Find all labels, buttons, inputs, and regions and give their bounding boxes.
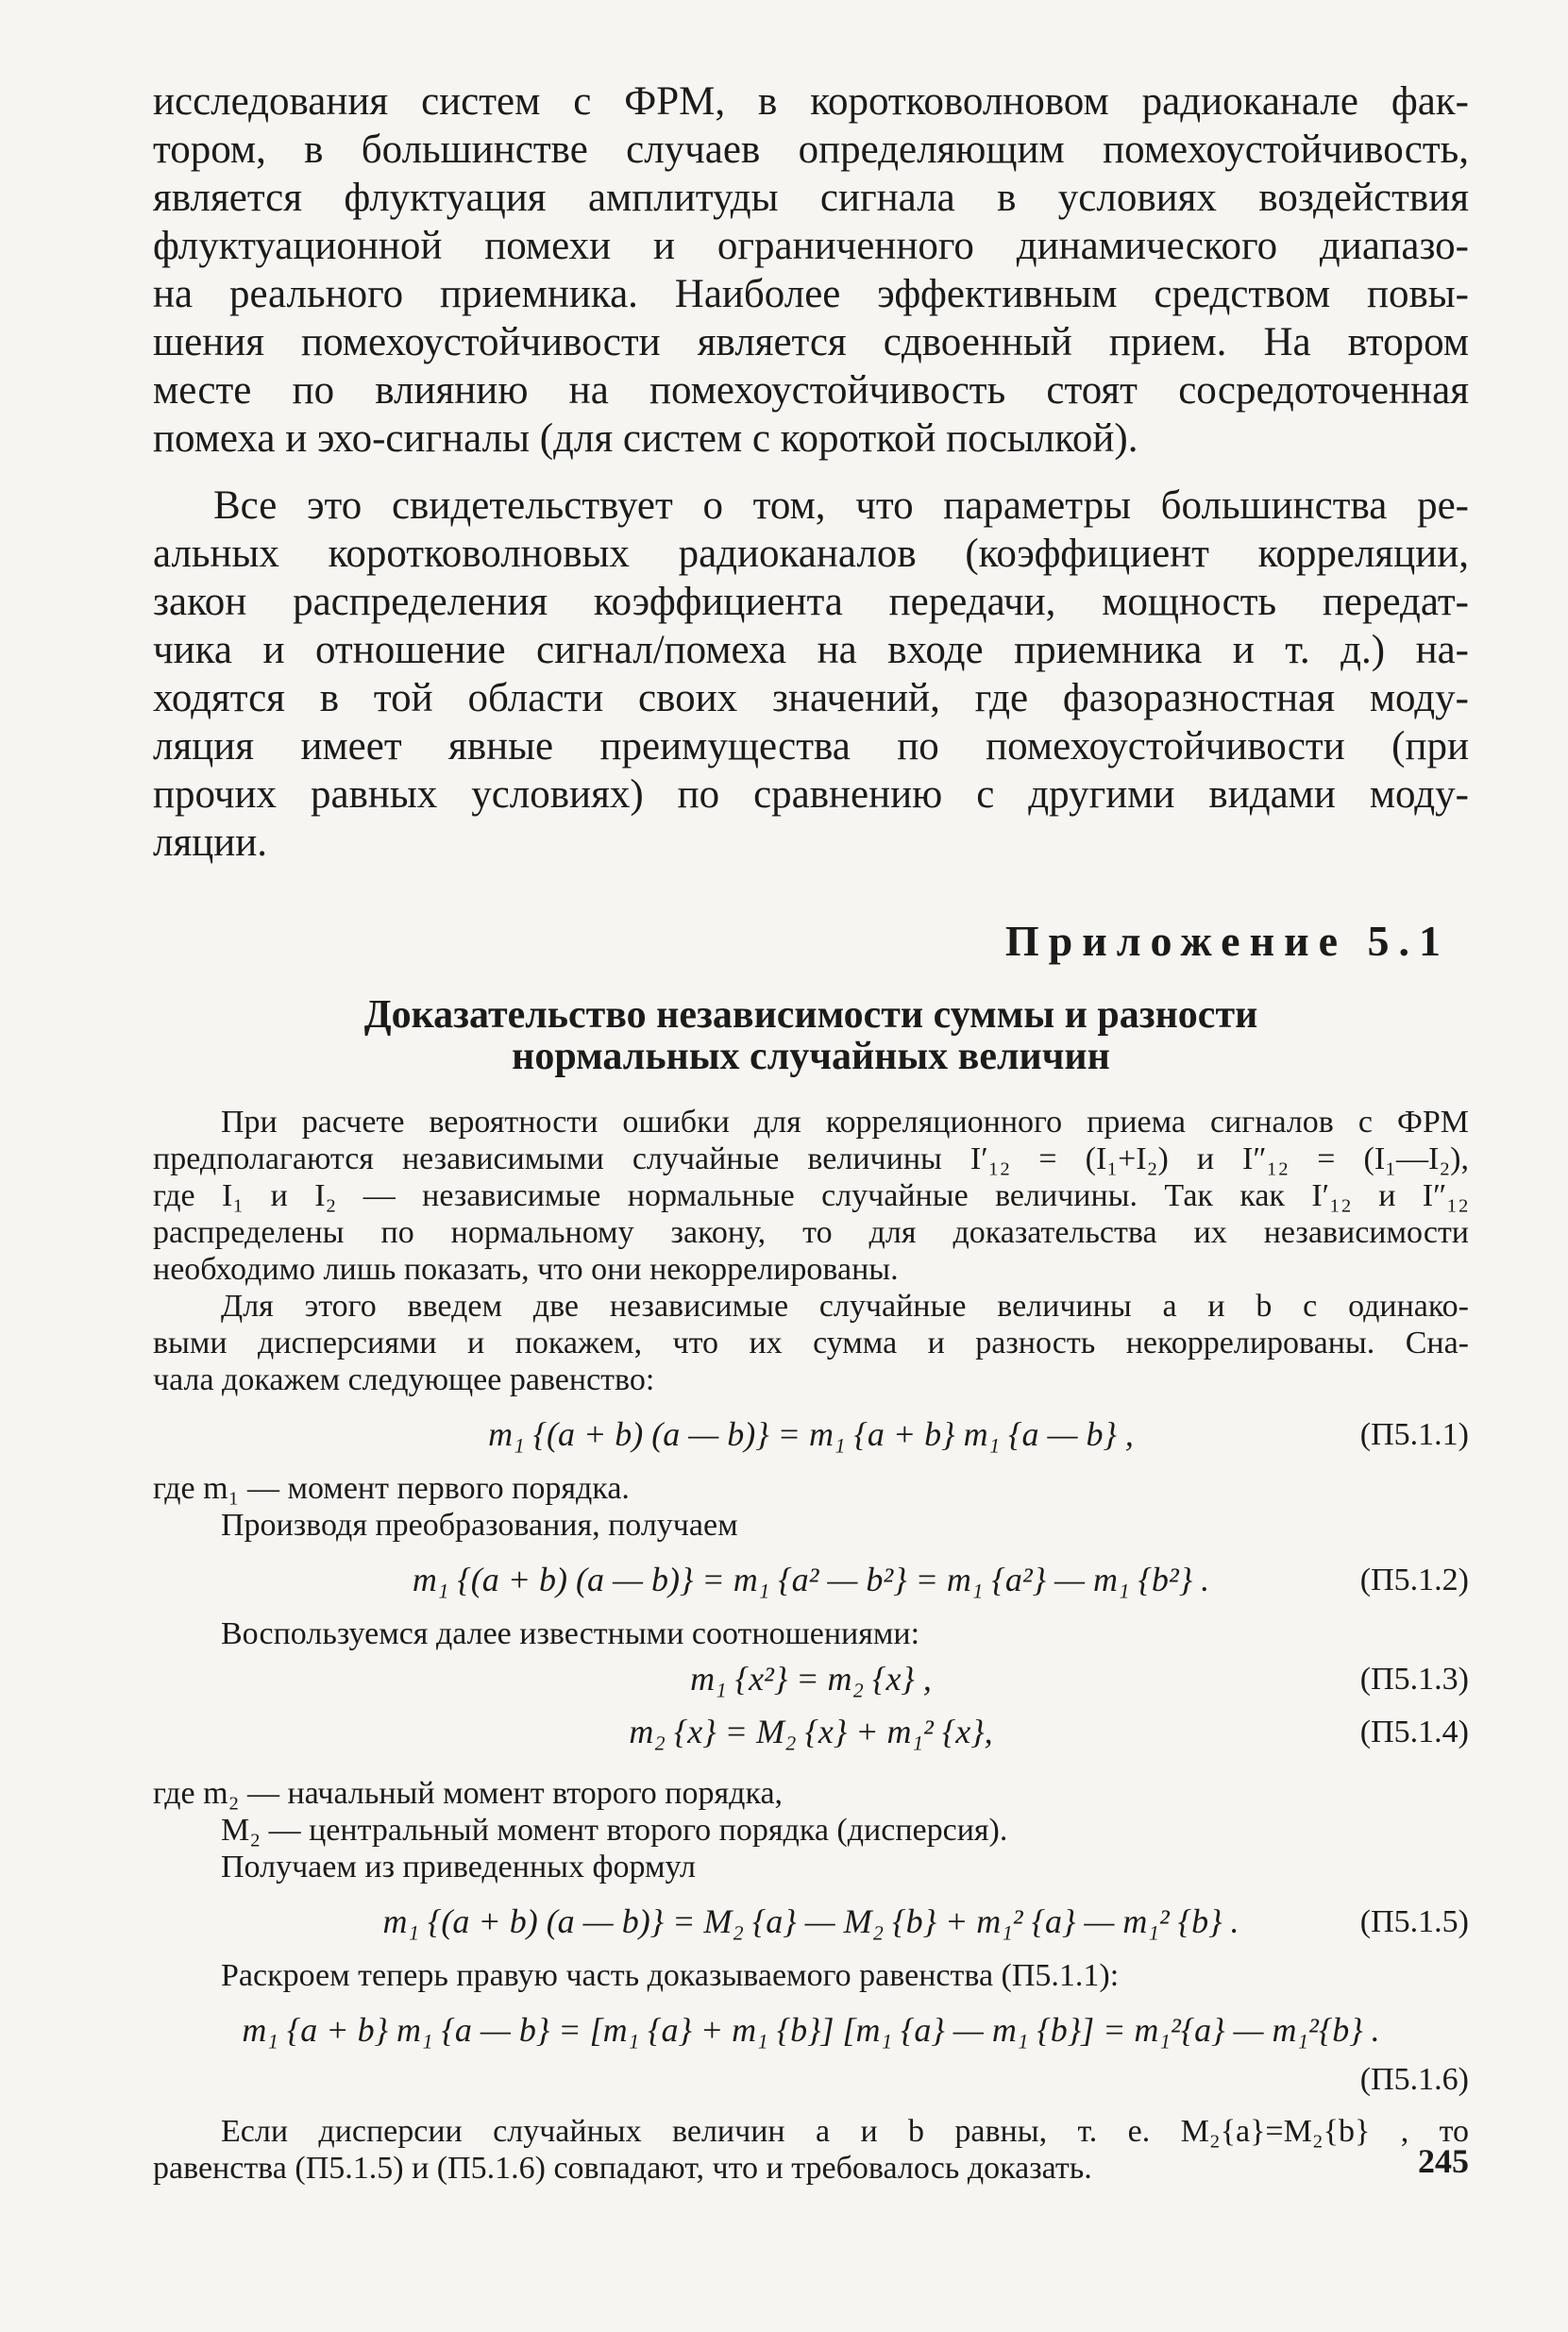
text-line: где I₁ и I₂ — независимые нормальные случайные величины. Так как I′₁₂ и I″₁₂ <box>153 1178 1469 1213</box>
text-line: распределены по нормальному закону, то для доказательства их независимости <box>153 1215 1469 1250</box>
text-line: шения помехоустойчивости является сдвоенный прием. На втором <box>153 320 1469 364</box>
text-line: При расчете вероятности ошибки для корреляционного приема сигналов с ФРМ <box>221 1105 1469 1140</box>
appendix-body <box>153 1104 1469 2187</box>
paragraph-intro <box>153 77 1469 463</box>
text-line: помеха и эхо-сигналы (для систем с короткой посылкой). <box>153 416 1138 461</box>
equation-p5-1-6 <box>153 2003 1469 2056</box>
equation-label: (П5.1.5) <box>1359 1903 1469 1939</box>
text-line: альных коротковолновых радиоканалов (коэффициент корреляции, <box>153 532 1469 576</box>
text-line: ляция имеет явные преимущества по помехоустойчивости (при <box>153 724 1469 769</box>
appendix-title-line: Доказательство независимости суммы и разности <box>363 993 1258 1037</box>
appendix-title-line: нормальных случайных величин <box>512 1035 1110 1078</box>
equation-p5-1-4 <box>153 1705 1469 1758</box>
text-line: чика и отношение сигнал/помеха на входе приемника и т. д.) на- <box>153 628 1469 672</box>
text-line: ходятся в той области своих значений, где фазоразностная моду- <box>153 676 1469 720</box>
text-line: Если дисперсии случайных величин a и b равны, т. е. M₂{a}=M₂{b} , то <box>221 2114 1469 2149</box>
appendix-title <box>153 994 1469 1077</box>
appendix-heading: Приложение 5.1 <box>1004 917 1450 965</box>
equation-p5-1-3 <box>153 1652 1469 1705</box>
text-line: выми дисперсиями и покажем, что их сумма и разность некоррелированы. Сна- <box>153 1326 1469 1360</box>
text-line: на реального приемника. Наиболее эффективным средством повы- <box>153 272 1469 316</box>
text-line: Все это свидетельствует о том, что параметры большинства ре- <box>213 483 1469 528</box>
text-line: флуктуационной помехи и ограниченного динамического диапазо- <box>153 224 1469 268</box>
text-line: предполагаются независимыми случайные величины I′₁₂ = (I₁+I₂) и I″₁₂ = (I₁—I₂), <box>153 1141 1469 1176</box>
text-line: Воспользуемся далее известными соотношениями: <box>221 1616 920 1651</box>
text-line: где m₂ — начальный момент второго порядка, <box>153 1776 784 1811</box>
text-line: чала докажем следующее равенство: <box>153 1362 655 1397</box>
text-line: ляции. <box>153 820 268 865</box>
equation-p5-1-2 <box>153 1553 1469 1606</box>
equation-p5-1-5 <box>153 1895 1469 1948</box>
text-line: M₂ — центральный момент второго порядка (дисперсия). <box>221 1813 1008 1848</box>
text-line: тором, в большинстве случаев определяющим помехоустойчивость, <box>153 127 1469 172</box>
text-line: является флуктуация амплитуды сигнала в условиях воздействия <box>153 176 1469 220</box>
text-line: Для этого введем две независимые случайные величины a и b с одинако- <box>221 1289 1469 1324</box>
page-number: 245 <box>1418 2142 1469 2180</box>
paragraph-conclusion <box>153 482 1469 867</box>
equation-formula: m₁ {(a + b) (a — b)} = M₂ {a} — M₂ {b} + m₁² {a} — m₁² {b} . <box>382 1901 1239 1940</box>
text-line: где m₁ — момент первого порядка. <box>153 1471 630 1506</box>
equation-label: (П5.1.4) <box>1359 1714 1469 1749</box>
equation-label: (П5.1.3) <box>1359 1661 1469 1697</box>
equation-formula: m₂ {x} = M₂ {x} + m₁² {x}, <box>629 1712 993 1750</box>
equation-label: (П5.1.6) <box>1359 2062 1469 2097</box>
text-line: закон распределения коэффициента передачи, мощность передат- <box>153 580 1469 624</box>
text-line: прочих равных условиях) по сравнению с другими видами моду- <box>153 772 1469 817</box>
text-line: равенства (П5.1.5) и (П5.1.6) совпадают, что и требовалось доказать. <box>153 2151 1092 2186</box>
text-line: Производя преобразования, получаем <box>221 1508 738 1543</box>
equation-formula: m₁ {(a + b) (a — b)} = m₁ {a² — b²} = m₁ {a²} — m₁ {b²} . <box>412 1560 1210 1598</box>
equation-formula: m₁ {a + b} m₁ {a — b} = [m₁ {a} + m₁ {b}] [m₁ {a} — m₁ {b}] = m₁²{a} — m₁²{b} . <box>242 2010 1380 2049</box>
text-line: исследования систем с ФРМ, в коротковолновом радиоканале фак- <box>153 79 1469 124</box>
text-line: Раскроем теперь правую часть доказываемого равенства (П5.1.1): <box>221 1958 1120 1993</box>
text-line: Получаем из приведенных формул <box>221 1850 697 1884</box>
equation-label: (П5.1.1) <box>1359 1416 1469 1452</box>
equation-label: (П5.1.2) <box>1359 1562 1469 1597</box>
equation-formula: m₁ {(a + b) (a — b)} = m₁ {a + b} m₁ {a — b} , <box>488 1414 1134 1453</box>
equation-p5-1-1 <box>153 1408 1469 1461</box>
text-line: необходимо лишь показать, что они некоррелированы. <box>153 1252 899 1287</box>
equation-formula: m₁ {x²} = m₂ {x} , <box>690 1659 932 1698</box>
text-line: месте по влиянию на помехоустойчивость стоят сосредоточенная <box>153 368 1469 413</box>
